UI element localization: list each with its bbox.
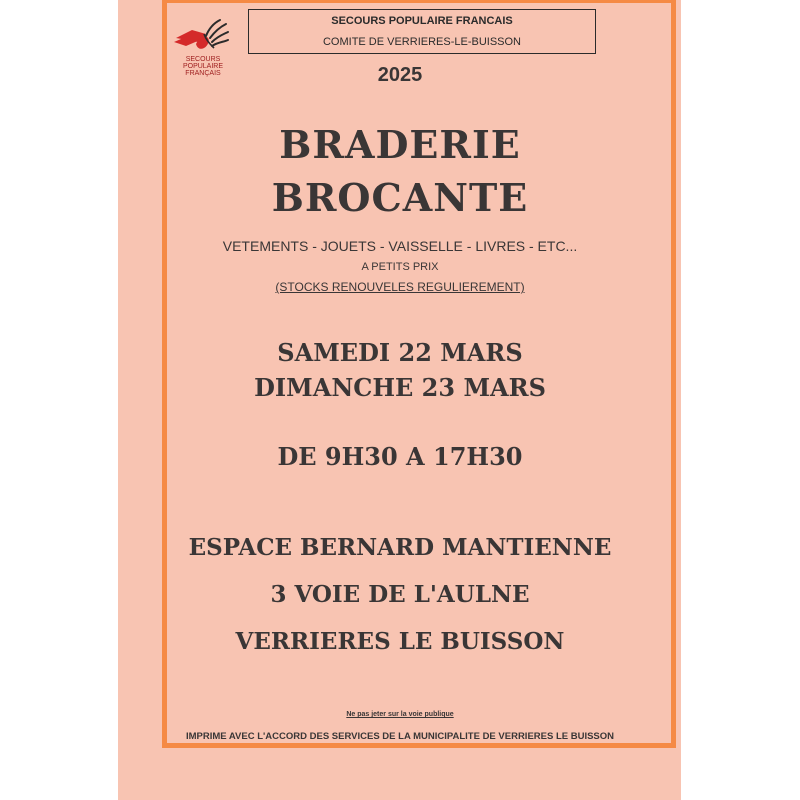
stock-note: (STOCKS RENOUVELES REGULIEREMENT): [275, 280, 525, 294]
title-braderie: BRADERIE: [279, 122, 521, 167]
committee-header-box: [248, 9, 596, 54]
litter-note: Ne pas jeter sur la voie publique: [346, 711, 454, 718]
venue-city: VERRIERES LE BUISSON: [235, 628, 565, 655]
price-note: A PETITS PRIX: [361, 261, 439, 273]
committee-name: COMITE DE VERRIERES-LE-BUISSON: [322, 36, 522, 48]
date-sunday: DIMANCHE 23 MARS: [254, 373, 546, 402]
organization-name: SECOURS POPULAIRE FRANCAIS: [331, 15, 513, 27]
venue-name: ESPACE BERNARD MANTIENNE: [188, 534, 612, 561]
item-list: VETEMENTS - JOUETS - VAISSELLE - LIVRES - ETC...: [222, 238, 578, 254]
title-brocante: BROCANTE: [271, 175, 529, 220]
logo-text-francais: FRANÇAIS: [185, 70, 221, 77]
logo-text-populaire: POPULAIRE: [182, 63, 224, 70]
date-saturday: SAMEDI 22 MARS: [277, 338, 523, 367]
winged-hand-logo-icon: [170, 16, 236, 58]
logo-text-secours: SECOURS: [185, 56, 221, 63]
print-authorization: IMPRIME AVEC L'ACCORD DES SERVICES DE LA MUNICIPALITE DE VERRIERES LE BUISSON: [185, 731, 615, 742]
year: 2025: [377, 64, 423, 86]
venue-street: 3 VOIE DE L'AULNE: [270, 581, 530, 608]
opening-hours: DE 9H30 A 17H30: [277, 442, 523, 471]
